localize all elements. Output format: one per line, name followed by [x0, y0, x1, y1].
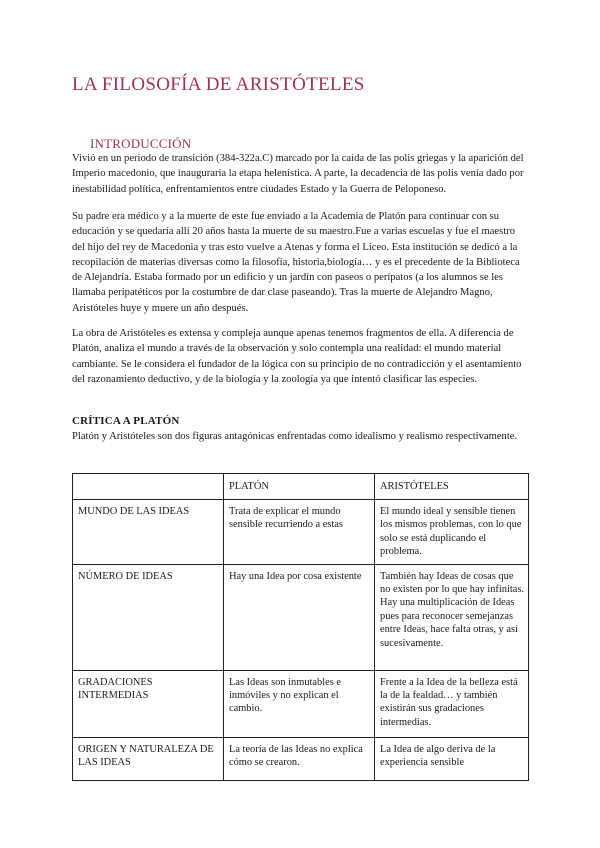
document-title: LA FILOSOFÍA DE ARISTÓTELES	[72, 74, 365, 95]
table-header-cell	[73, 474, 224, 500]
table-cell-topic: GRADACIONES INTERMEDIAS	[73, 670, 224, 737]
paragraph-work: La obra de Aristóteles es extensa y compleja aunque apenas tenemos fragmentos de ella. A diferencia de Platón, analiza el mundo a través de la observación y solo contempla una realidad: el mundo material cambiante. Se le considera el fundador de la lógica con su principio de no contradicción y el asentamiento del razonamiento deductivo, y de la biología y la zoología ya que intentó clasificar las especies.	[72, 328, 522, 385]
table-cell-aristoteles: La Idea de algo deriva de la experiencia sensible	[375, 737, 529, 780]
table-cell-topic: MUNDO DE LAS IDEAS	[73, 500, 224, 565]
table-cell-aristoteles: El mundo ideal y sensible tienen los mismos problemas, con lo que solo se está duplicando el problema.	[375, 500, 529, 565]
intro-heading: INTRODUCCIÓN	[90, 136, 192, 151]
comparison-table	[72, 473, 529, 781]
critica-text: Platón y Aristóteles son dos figuras antagónicas enfrentadas como idealismo y realismo respectivamente.	[72, 431, 518, 442]
table-cell-topic: ORIGEN Y NATURALEZA DE LAS IDEAS	[73, 737, 224, 780]
table-cell-topic: NÚMERO DE IDEAS	[73, 564, 224, 670]
table-header-cell: ARISTÓTELES	[375, 474, 529, 500]
table-cell-aristoteles: También hay Ideas de cosas que no existen por lo que hay infinitas. Hay una multiplicación de Ideas pues para reconocer semejanzas entre Ideas, hace falta otras, y así sucesivamente.	[375, 564, 529, 670]
table-row	[73, 500, 529, 565]
paragraph-biography: Su padre era médico y a la muerte de este fue enviado a la Academia de Platón para continuar con su educación y se quedaría allí 20 años hasta la muerte de su maestro.Fue a varias escuelas y fue el maestro del hijo del rey de Macedonia y tras esto vuelve a Atenas y forma el Liceo. Esta institución se dedicó a la recopilación de materias diversas como la filosofía, historia,biología… y es el precedente de la Biblioteca de Alejandría. Estaba formado por un edificio y un jardín con paseos o perípatos (a los alumnos se les llamaba peripatéticos por la costumbre de dar clase paseando). Tras la muerte de Alejandro Magno, Aristóteles huye y muere un año después.	[72, 211, 520, 314]
table-cell-aristoteles: Frente a la Idea de la belleza está la de la fealdad… y también existirán sus gradaciones intermedias.	[375, 670, 529, 737]
table-cell-platon: La teoría de las Ideas no explica cómo se crearon.	[224, 737, 375, 780]
table-row	[73, 564, 529, 670]
critica-heading: CRÍTICA A PLATÓN	[72, 415, 180, 427]
table-header-cell: PLATÓN	[224, 474, 375, 500]
table-header-row	[73, 474, 529, 500]
table-cell-platon: Trata de explicar el mundo sensible recurriendo a estas	[224, 500, 375, 565]
table-cell-platon: Las Ideas son inmutables e inmóviles y no explican el cambio.	[224, 670, 375, 737]
table-row	[73, 737, 529, 780]
paragraph-context: Vivió en un periodo de transición (384-322a.C) marcado por la caída de las polis griegas y la aparición del Imperio macedonio, que inauguraría la etapa helenística. A parte, la decadencia de las polis venía dado por inestabilidad política, enfrentamientos entre ciudades Estado y la Guerra de Peloponeso.	[72, 153, 524, 195]
table-row	[73, 670, 529, 737]
table-cell-platon: Hay una Idea por cosa existente	[224, 564, 375, 670]
